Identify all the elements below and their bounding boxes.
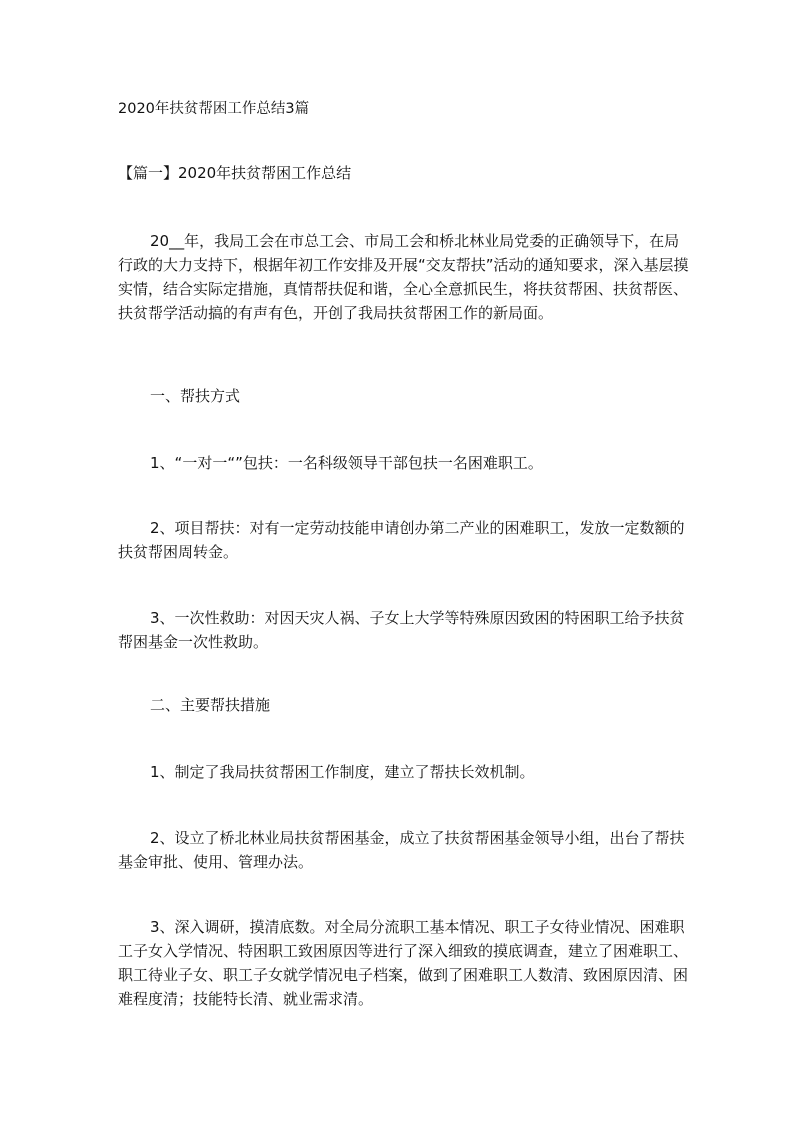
document-title: 2020年扶贫帮困工作总结3篇 xyxy=(118,101,310,117)
part2-item-3: 3、深入调研，摸清底数。对全局分流职工基本情况、职工子女待业情况、困难职工子女入学情况、特困职工致困原因等进行了深入细致的摸底调查，建立了困难职工、职工待业子女、职工子女就学情况电子档案，做到了困难职工人数清、致困原因清、困难程度清；技能特长清、就业需求清。 xyxy=(118,918,689,1008)
part1-item-3: 3、一次性救助：对因天灾人祸、子女上大学等特殊原因致困的特困职工给予扶贫帮困基金一次性救助。 xyxy=(118,609,685,651)
section-heading: 【篇一】2020年扶贫帮困工作总结 xyxy=(118,164,352,182)
intro-paragraph: 20__年，我局工会在市总工会、市局工会和桥北林业局党委的正确领导下，在局行政的大力支持下，根据年初工作安排及开展“交友帮扶”活动的通知要求，深入基层摸实情，结合实际定措施，真情帮扶促和谐，全心全意抓民生，将扶贫帮困、扶贫帮医、扶贫帮学活动搞的有声有色，开创了我局扶贫帮困工作的新局面。 xyxy=(118,232,689,322)
part1-item-2: 2、项目帮扶：对有一定劳动技能申请创办第二产业的困难职工，发放一定数额的扶贫帮困周转金。 xyxy=(118,519,685,561)
part1-item-1: 1、“一对一“”包扶：一名科级领导干部包扶一名困难职工。 xyxy=(150,454,543,472)
part2-heading: 二、主要帮扶措施 xyxy=(150,696,271,714)
part1-heading: 一、帮扶方式 xyxy=(150,387,241,405)
part2-item-1: 1、制定了我局扶贫帮困工作制度，建立了帮扶长效机制。 xyxy=(150,763,535,781)
part2-item-2: 2、设立了桥北林业局扶贫帮困基金，成立了扶贫帮困基金领导小组，出台了帮扶基金审批、使用、管理办法。 xyxy=(118,829,685,871)
